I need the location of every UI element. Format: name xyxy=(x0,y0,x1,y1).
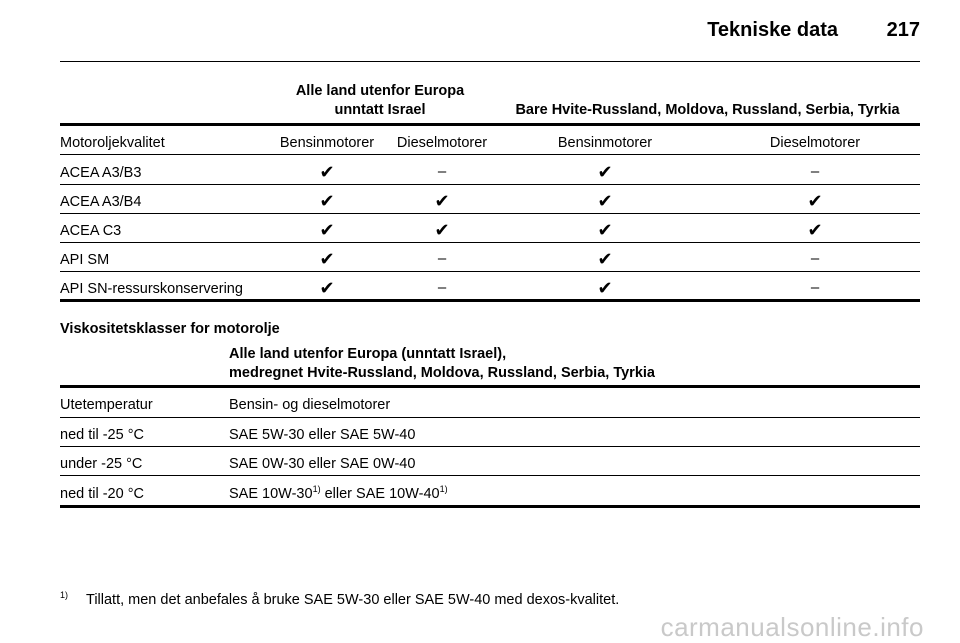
table-row-temp: ned til -25 °C xyxy=(60,427,144,443)
page-title: Tekniske data xyxy=(707,19,838,41)
table-row-temp: under -25 °C xyxy=(60,456,143,472)
group-header-2: Bare Hvite-Russland, Moldova, Russland, Serbia, Tyrkia xyxy=(515,102,900,118)
row-divider xyxy=(60,417,920,418)
table-row-grade: SAE 0W-30 eller SAE 0W-40 xyxy=(229,456,416,472)
col-header-diesel-1: Dieselmotorer xyxy=(396,135,488,151)
col-header-petrol-1: Bensinmotorer xyxy=(279,135,375,151)
group-header-1-line1: Alle land utenfor Europa xyxy=(295,83,465,99)
check-icon: ✔ xyxy=(807,191,823,211)
table-bottom-rule xyxy=(60,299,920,302)
group-header-1-line2: unntatt Israel xyxy=(334,102,426,118)
header-rule xyxy=(60,61,920,62)
row-divider xyxy=(60,242,920,243)
check-icon: ✔ xyxy=(319,278,335,298)
table-top-rule xyxy=(60,123,920,126)
check-icon: ✔ xyxy=(319,220,335,240)
row-divider xyxy=(60,271,920,272)
row-divider xyxy=(60,213,920,214)
footnote-ref: 1) xyxy=(439,484,448,494)
row-divider xyxy=(60,446,920,447)
grade-part: eller SAE 10W-40 xyxy=(320,486,440,502)
dash-mark: – xyxy=(810,279,820,296)
page-number: 217 xyxy=(886,19,920,41)
dash-mark: – xyxy=(437,163,447,180)
check-icon: ✔ xyxy=(807,220,823,240)
grade-part: SAE 10W-30 xyxy=(229,486,313,502)
watermark: carmanualsonline.info xyxy=(660,612,924,642)
group-header-1 xyxy=(270,82,490,120)
check-icon: ✔ xyxy=(319,249,335,269)
dash-mark: – xyxy=(810,163,820,180)
table-row-temp: ned til -20 °C xyxy=(60,486,144,502)
col-header-temperature: Utetemperatur xyxy=(60,397,153,413)
col-header-diesel-2: Dieselmotorer xyxy=(769,135,861,151)
dash-mark: – xyxy=(437,279,447,296)
check-icon: ✔ xyxy=(597,220,613,240)
table-row-grade: SAE 5W-30 eller SAE 5W-40 xyxy=(229,427,416,443)
col-header-quality: Motoroljekvalitet xyxy=(60,135,165,151)
col-header-engines: Bensin- og dieselmotorer xyxy=(229,397,391,413)
table-row-grade xyxy=(229,485,448,503)
check-icon: ✔ xyxy=(319,162,335,182)
table-row-label: ACEA A3/B3 xyxy=(60,165,142,181)
check-icon: ✔ xyxy=(597,278,613,298)
footnote-marker: 1) xyxy=(60,590,69,600)
viscosity-group-header-line2: medregnet Hvite-Russland, Moldova, Russland, Serbia, Tyrkia xyxy=(229,365,655,381)
row-divider xyxy=(60,184,920,185)
dash-mark: – xyxy=(437,250,447,267)
viscosity-bottom-rule xyxy=(60,505,920,508)
table-row-label: ACEA A3/B4 xyxy=(60,194,142,210)
check-icon: ✔ xyxy=(597,249,613,269)
check-icon: ✔ xyxy=(319,191,335,211)
viscosity-group-header-line1: Alle land utenfor Europa (unntatt Israel), xyxy=(229,346,507,362)
table-row-label: API SM xyxy=(60,252,110,268)
viscosity-top-rule xyxy=(60,385,920,388)
dash-mark: – xyxy=(810,250,820,267)
check-icon: ✔ xyxy=(434,220,450,240)
table-row-label: API SN-ressurskonservering xyxy=(60,281,243,297)
row-divider xyxy=(60,154,920,155)
check-icon: ✔ xyxy=(597,162,613,182)
footnote-text: Tillatt, men det anbefales å bruke SAE 5W-30 eller SAE 5W-40 med dexos-kvalitet. xyxy=(86,592,620,608)
col-header-petrol-2: Bensinmotorer xyxy=(557,135,653,151)
row-divider xyxy=(60,475,920,476)
check-icon: ✔ xyxy=(434,191,450,211)
table-row-label: ACEA C3 xyxy=(60,223,122,239)
footnote-ref: 1) xyxy=(312,484,321,494)
check-icon: ✔ xyxy=(597,191,613,211)
section-title: Viskositetsklasser for motorolje xyxy=(60,321,280,337)
